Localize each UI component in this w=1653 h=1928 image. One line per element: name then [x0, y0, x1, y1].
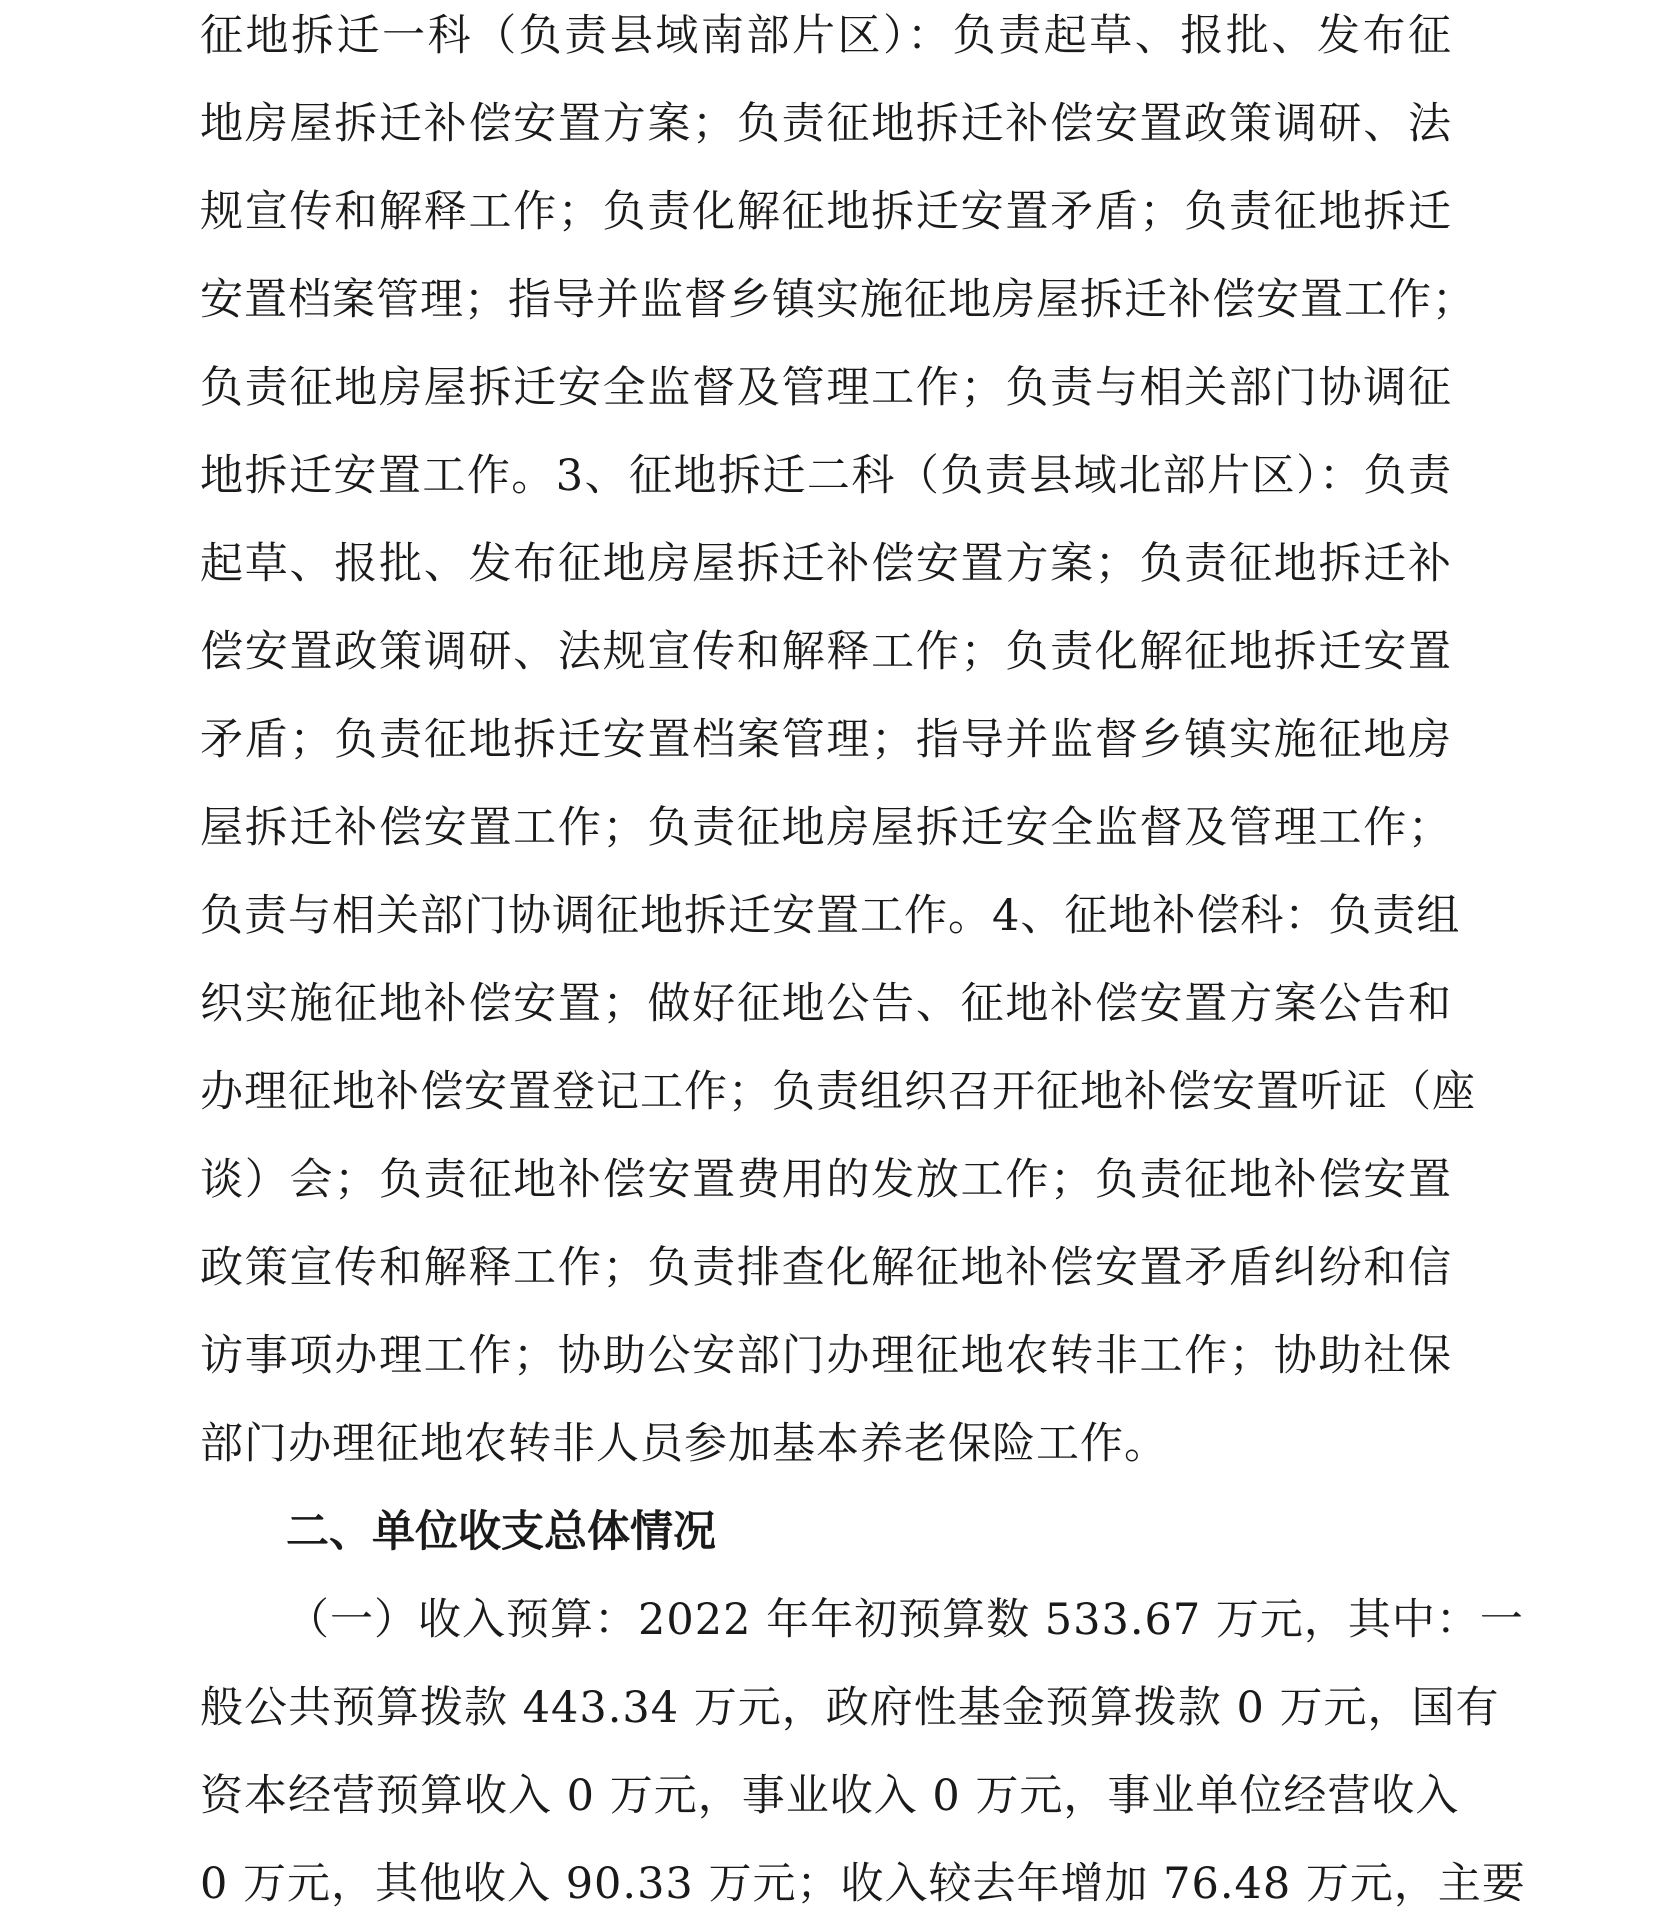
text-line: 访事项办理工作；协助公安部门办理征地农转非工作；协助社保: [200, 1331, 1452, 1381]
text-line: 起草、报批、发布征地房屋拆迁补偿安置方案；负责征地拆迁补: [200, 539, 1452, 589]
text-line: 偿安置政策调研、法规宣传和解释工作；负责化解征地拆迁安置: [200, 627, 1452, 677]
text-line: 征地拆迁一科（负责县域南部片区）：负责起草、报批、发布征: [200, 11, 1452, 61]
text-line: 0 万元，其他收入 90.33 万元；收入较去年增加 76.48 万元，主要: [200, 1859, 1526, 1909]
text-line: 地拆迁安置工作。3、征地拆迁二科（负责县域北部片区）：负责: [200, 451, 1452, 501]
paragraph-income-budget: [200, 1576, 1526, 1928]
text-line: （一）收入预算：2022 年年初预算数 533.67 万元，其中：一: [286, 1595, 1524, 1645]
document-page: [200, 0, 1526, 1928]
section-heading: 二、单位收支总体情况: [286, 1507, 716, 1557]
text-line: 办理征地补偿安置登记工作；负责组织召开征地补偿安置听证（座: [200, 1067, 1476, 1117]
text-line: 谈）会；负责征地补偿安置费用的发放工作；负责征地补偿安置: [200, 1155, 1452, 1205]
text-line: 屋拆迁补偿安置工作；负责征地房屋拆迁安全监督及管理工作；: [200, 803, 1452, 853]
text-line: 政策宣传和解释工作；负责排查化解征地补偿安置矛盾纠纷和信: [200, 1243, 1452, 1293]
text-line: 负责与相关部门协调征地拆迁安置工作。4、征地补偿科：负责组: [200, 891, 1461, 941]
text-line: 地房屋拆迁补偿安置方案；负责征地拆迁补偿安置政策调研、法: [200, 99, 1452, 149]
text-line: 规宣传和解释工作；负责化解征地拆迁安置矛盾；负责征地拆迁: [200, 187, 1452, 237]
text-line: 负责征地房屋拆迁安全监督及管理工作；负责与相关部门协调征: [200, 363, 1452, 413]
paragraph-duties: [200, 0, 1476, 1488]
text-line: 矛盾；负责征地拆迁安置档案管理；指导并监督乡镇实施征地房: [200, 715, 1452, 765]
text-line: 般公共预算拨款 443.34 万元，政府性基金预算拨款 0 万元，国有: [200, 1683, 1500, 1733]
text-line: 部门办理征地农转非人员参加基本养老保险工作。: [200, 1419, 1168, 1469]
text-line: 安置档案管理；指导并监督乡镇实施征地房屋拆迁补偿安置工作；: [200, 275, 1476, 325]
text-line: 织实施征地补偿安置；做好征地公告、征地补偿安置方案公告和: [200, 979, 1452, 1029]
text-line: 资本经营预算收入 0 万元，事业收入 0 万元，事业单位经营收入: [200, 1771, 1460, 1821]
